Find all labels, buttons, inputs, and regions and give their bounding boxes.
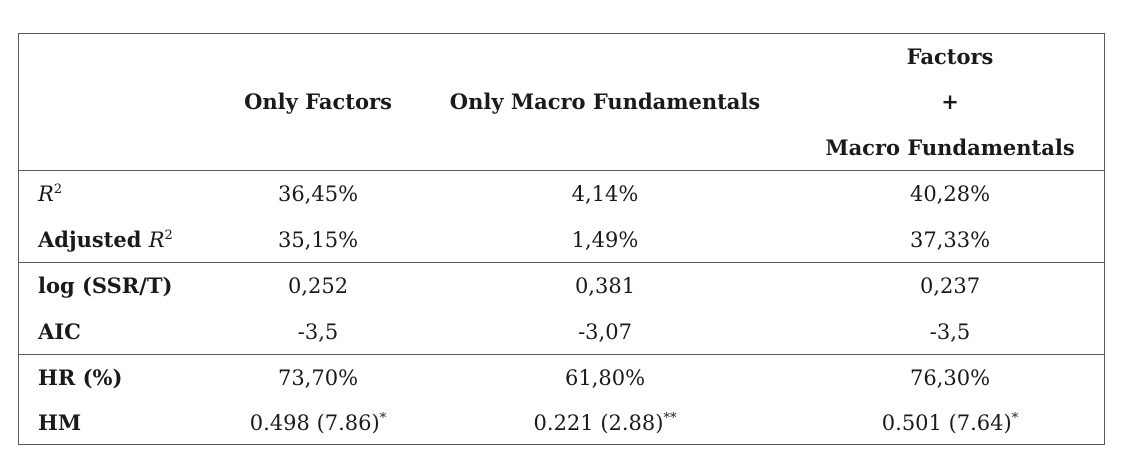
rule-fit	[19, 262, 1104, 263]
header-only-macro: Only Macro Fundamentals	[449, 89, 761, 114]
header-combined-line2: +	[941, 89, 959, 114]
cell-aic-factors: -3,5	[297, 320, 339, 344]
cell-r2-macro: 4,14%	[571, 182, 639, 206]
row-label-aic: AIC	[38, 319, 81, 344]
header-only-factors: Only Factors	[244, 89, 392, 114]
r-exponent: 2	[53, 182, 63, 197]
row-label-hr: HR (%)	[38, 365, 123, 390]
cell-adjr2-combined: 37,33%	[909, 228, 991, 252]
cell-adjr2-macro: 1,49%	[571, 228, 639, 252]
cell-aic-combined: -3,5	[929, 320, 971, 344]
cell-r2-factors: 36,45%	[277, 182, 359, 206]
row-label-log-ssr: log (SSR/T)	[38, 273, 173, 298]
cell-aic-macro: -3,07	[578, 320, 632, 344]
cell-hr-macro: 61,80%	[564, 366, 646, 390]
significance-mark: *	[1011, 411, 1019, 426]
cell-hr-factors: 73,70%	[277, 366, 359, 390]
row-label-r2	[38, 182, 62, 206]
cell-r2-combined: 40,28%	[909, 182, 991, 206]
significance-mark: *	[379, 411, 387, 426]
cell-hr-combined: 76,30%	[909, 366, 991, 390]
rule-info	[19, 354, 1104, 355]
cell-hm-macro	[534, 411, 677, 435]
hm-value: 0.501 (7.64)	[881, 411, 1012, 435]
row-label-hm: HM	[38, 410, 82, 435]
rule-header	[19, 170, 1104, 171]
cell-logssr-factors: 0,252	[287, 274, 349, 298]
cell-hm-factors	[250, 411, 386, 435]
header-combined-line3: Macro Fundamentals	[825, 135, 1075, 160]
header-combined-line1: Factors	[906, 44, 994, 69]
row-label-adjusted-r2	[38, 228, 173, 252]
cell-adjr2-factors: 35,15%	[277, 228, 359, 252]
significance-mark: **	[663, 411, 677, 426]
cell-logssr-combined: 0,237	[919, 274, 981, 298]
hm-value: 0.498 (7.86)	[249, 411, 380, 435]
adjusted-word: Adjusted	[38, 227, 149, 252]
r-symbol: R	[148, 228, 165, 252]
r-symbol: R	[38, 182, 54, 206]
results-table	[18, 33, 1105, 445]
r-exponent: 2	[164, 228, 173, 243]
cell-logssr-macro: 0,381	[574, 274, 636, 298]
hm-value: 0.221 (2.88)	[533, 411, 664, 435]
cell-hm-combined	[882, 411, 1018, 435]
